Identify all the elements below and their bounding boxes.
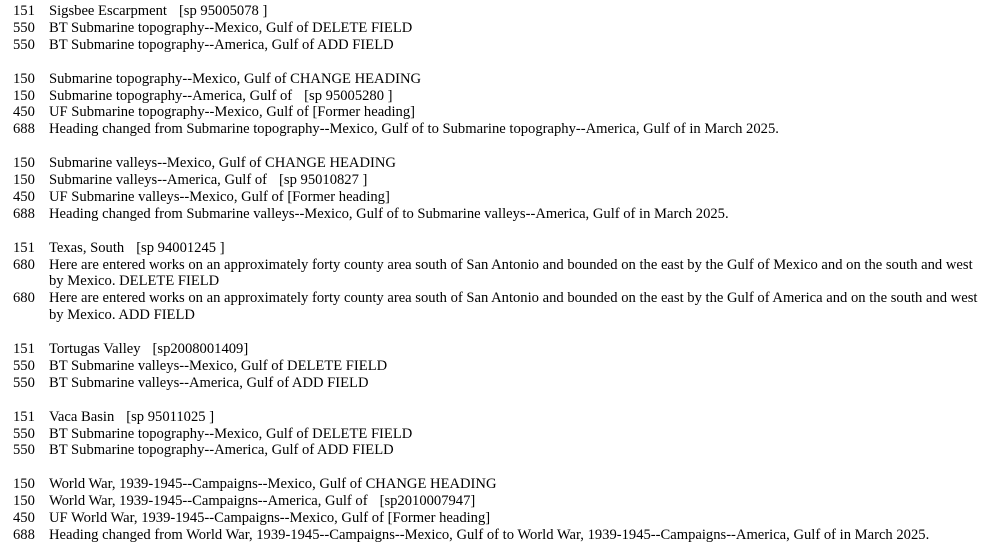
field-tag: 150 [13,155,35,172]
field-value: BT Submarine topography--Mexico, Gulf of DELETE FIELD [49,19,413,36]
field-line [0,510,1000,527]
field-line [0,189,1000,206]
field-tag: 680 [13,290,35,307]
field-line [0,527,1000,544]
field-text [49,189,1000,206]
field-line [0,257,1000,291]
field-text [49,493,1000,510]
field-text [49,527,1000,544]
field-tag: 150 [13,493,35,510]
field-tag: 550 [13,19,35,36]
field-value: Vaca Basin [49,408,115,425]
field-line [0,476,1000,493]
field-value: Submarine topography--America, Gulf of [49,87,293,104]
field-line [0,121,1000,138]
field-text [49,240,1000,257]
field-tag: 151 [13,341,35,358]
field-line [0,409,1000,426]
field-value: Submarine valleys--America, Gulf of [49,172,268,189]
record-control-number: [sp2010007947] [379,493,476,510]
record-group [0,3,1000,54]
field-tag: 680 [13,256,35,273]
field-value: Submarine topography--Mexico, Gulf of CHANGE HEADING [49,70,422,87]
field-tag: 550 [13,357,35,374]
record-control-number: [sp 95005280 ] [304,87,393,104]
field-tag: 150 [13,172,35,189]
record-group [0,155,1000,223]
record-group [0,71,1000,139]
field-value: Submarine valleys--Mexico, Gulf of CHANGE HEADING [49,155,396,172]
field-tag: 688 [13,205,35,222]
field-value: World War, 1939-1945--Campaigns--Mexico, Gulf of CHANGE HEADING [49,476,497,493]
field-value: BT Submarine valleys--America, Gulf of ADD FIELD [49,374,369,391]
field-value: Here are entered works on an approximately forty county area south of San Antonio and bounded on the east by the Gulf of America and on the south and west by Mexico. ADD FIELD [49,290,978,324]
field-value: UF World War, 1939-1945--Campaigns--Mexico, Gulf of [Former heading] [49,510,491,527]
field-text [49,375,1000,392]
field-line [0,426,1000,443]
field-value: Sigsbee Escarpment [49,3,167,19]
field-text [49,206,1000,223]
field-tag: 151 [13,408,35,425]
field-line [0,290,1000,324]
field-value: BT Submarine topography--Mexico, Gulf of DELETE FIELD [49,425,413,442]
field-tag: 450 [13,104,35,121]
field-value: UF Submarine valleys--Mexico, Gulf of [Former heading] [49,188,390,205]
field-text [49,88,1000,105]
field-tag: 151 [13,239,35,256]
field-text [49,172,1000,189]
field-text [49,341,1000,358]
field-text [49,104,1000,121]
field-tag: 150 [13,87,35,104]
field-text [49,409,1000,426]
field-text [49,358,1000,375]
record-group [0,240,1000,325]
field-value: BT Submarine valleys--Mexico, Gulf of DELETE FIELD [49,357,388,374]
field-tag: 450 [13,188,35,205]
field-line [0,240,1000,257]
field-text [49,257,1000,291]
field-tag: 550 [13,442,35,459]
field-text [49,3,1000,20]
field-value: Heading changed from Submarine topography--Mexico, Gulf of to Submarine topography--America, Gulf of in March 2025. [49,121,779,138]
field-text [49,510,1000,527]
field-tag: 450 [13,510,35,527]
field-tag: 550 [13,425,35,442]
field-value: Heading changed from World War, 1939-1945--Campaigns--Mexico, Gulf of to World War, 1939-1945--Campaigns--America, Gulf of in March 2025. [49,527,930,543]
field-text [49,476,1000,493]
field-tag: 550 [13,374,35,391]
field-value: Heading changed from Submarine valleys--Mexico, Gulf of to Submarine valleys--America, Gulf of in March 2025. [49,205,729,222]
field-tag: 151 [13,3,35,19]
field-text [49,37,1000,54]
field-text [49,290,1000,324]
field-line [0,3,1000,20]
field-line [0,155,1000,172]
field-line [0,358,1000,375]
field-line [0,493,1000,510]
record-group [0,341,1000,392]
field-line [0,71,1000,88]
field-line [0,88,1000,105]
field-line [0,206,1000,223]
field-text [49,442,1000,459]
field-text [49,155,1000,172]
field-tag: 688 [13,121,35,138]
field-line [0,375,1000,392]
record-control-number: [sp 94001245 ] [136,239,225,256]
field-line [0,20,1000,37]
record-group [0,409,1000,460]
field-text [49,71,1000,88]
field-line [0,442,1000,459]
field-text [49,426,1000,443]
field-value: BT Submarine topography--America, Gulf of ADD FIELD [49,442,394,459]
record-control-number: [sp 95011025 ] [126,408,215,425]
field-value: UF Submarine topography--Mexico, Gulf of [Former heading] [49,104,415,121]
record-control-number: [sp 95010827 ] [279,172,368,189]
field-line [0,37,1000,54]
record-control-number: [sp2008001409] [152,341,249,358]
field-tag: 550 [13,36,35,53]
field-text [49,121,1000,138]
record-control-number: [sp 95005078 ] [178,3,268,19]
field-tag: 688 [13,527,35,543]
field-text [49,20,1000,37]
field-value: World War, 1939-1945--Campaigns--America, Gulf of [49,493,368,510]
field-line [0,341,1000,358]
field-value: Tortugas Valley [49,341,141,358]
field-tag: 150 [13,70,35,87]
record-group [0,476,1000,544]
field-line [0,172,1000,189]
field-value: BT Submarine topography--America, Gulf of ADD FIELD [49,36,394,53]
field-value: Here are entered works on an approximately forty county area south of San Antonio and bounded on the east by the Gulf of Mexico and on the south and west by Mexico. DELETE FIELD [49,256,973,290]
field-tag: 150 [13,476,35,493]
field-value: Texas, South [49,239,125,256]
field-line [0,104,1000,121]
